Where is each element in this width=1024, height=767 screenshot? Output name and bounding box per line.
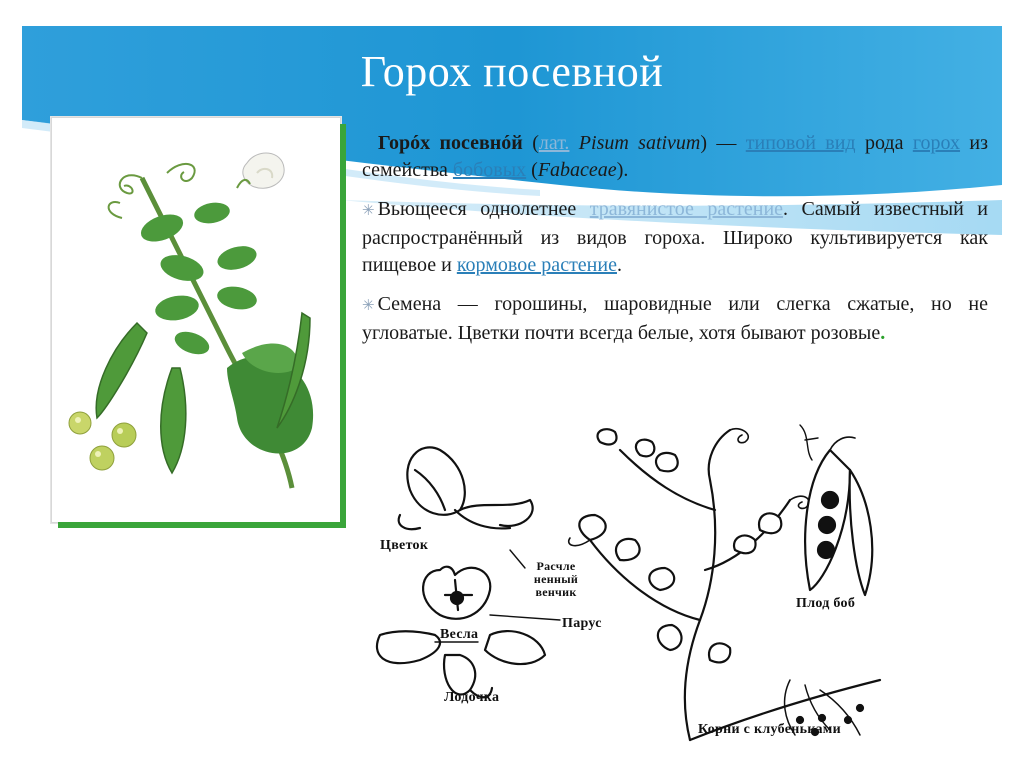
intro-paragraph: Горóх посевнóй (лат. Pisum sativum) — типовой вид рода горох из семейства бобовых (Fabaceae). bbox=[362, 132, 988, 181]
morphology-drawing bbox=[360, 420, 920, 760]
label-dissected-corolla: Расчле ненный венчик bbox=[533, 559, 579, 599]
label-sail: Парус bbox=[562, 616, 602, 631]
term-bold: Горóх посевнóй bbox=[378, 132, 523, 154]
type-species-link[interactable]: типовой вид bbox=[745, 132, 856, 154]
bullet-icon: ✳ bbox=[362, 203, 375, 219]
pea-morphology-diagram bbox=[360, 420, 920, 760]
bullet-paragraph-habit: ✳ Вьющееся однолетнее травянистое растение. Самый известный и распространённый из видов гороха. Широко культивируется как пищевое и кормовое растение. bbox=[362, 198, 988, 276]
label-boat: Лодочка bbox=[444, 690, 500, 705]
slide-title: Горох посевной bbox=[360, 47, 664, 96]
label-oars: Весла bbox=[440, 627, 479, 642]
description-text bbox=[362, 130, 988, 359]
latin-link[interactable]: лат. bbox=[538, 132, 570, 154]
forage-link[interactable]: кормовое растение bbox=[456, 254, 617, 276]
genus-link[interactable]: горох bbox=[912, 132, 961, 154]
label-flower: Цветок bbox=[380, 538, 429, 553]
pea-plant-illustration bbox=[51, 117, 341, 523]
pea-plant-drawing bbox=[52, 118, 340, 522]
family-link[interactable]: бобовых bbox=[452, 159, 527, 181]
herb-link[interactable]: травянистое растение bbox=[589, 198, 784, 220]
label-fruit-pod: Плод боб bbox=[796, 596, 856, 611]
label-roots-nodules: Корни с клубеньками bbox=[698, 722, 841, 737]
bullet-icon: ✳ bbox=[362, 298, 375, 314]
bullet-paragraph-seeds: ✳ Семена — горошины, шаровидные или слегка сжатые, но не угловатые. Цветки почти всегда белые, хотя бывают розовые. bbox=[362, 293, 988, 344]
